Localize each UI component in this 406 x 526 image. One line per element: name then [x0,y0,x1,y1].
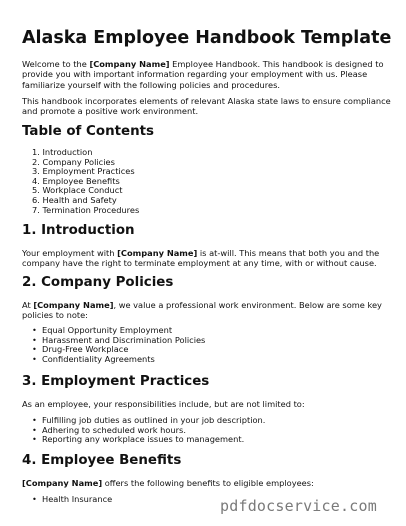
list-item: • Adhering to scheduled work hours. [32,426,265,436]
list-item: • Drug-Free Workplace [32,345,205,355]
benefits-list [32,495,112,505]
text: Your employment with [22,248,118,258]
watermark: pdfdocservice.com [220,497,377,515]
company-name-placeholder: [Company Name] [117,248,198,258]
text: Welcome to the [22,59,90,69]
section-4-heading: 4. Employee Benefits [22,453,182,468]
company-name-placeholder: [Company Name] [33,300,114,310]
section-2-paragraph [22,300,394,321]
policies-list [32,326,205,364]
list-item: • Equal Opportunity Employment [32,326,205,336]
section-3-paragraph: As an employee, your responsibilities include, but are not limited to: [22,399,305,409]
toc-item: 1. Introduction [32,147,93,157]
responsibilities-list [32,416,265,445]
intro-paragraph-2: This handbook incorporates elements of relevant Alaska state laws to ensure compliance and promote a positive work environment. [22,96,391,117]
toc-item: 7. Termination Procedures [32,204,140,215]
list-item: • Reporting any workplace issues to management. [32,435,265,445]
text: , we value a professional work environment. Below are some key policies to note: [22,300,382,321]
text: Employee Handbook. This handbook is designed to provide you with important information regarding your employment with us. Please familiarize yourself with the following policies and procedures. [22,59,384,90]
toc-item: 2. Company Policies [32,156,115,167]
list-item: • Confidentiality Agreements [32,355,205,365]
section-1-heading: 1. Introduction [22,223,135,238]
text: is at-will. This means that both you and the company have the right to terminate employment at any time, with or without cause. [22,248,380,269]
section-3-heading: 3. Employment Practices [22,374,210,389]
list-item: • Fulfilling job duties as outlined in your job description. [32,416,265,426]
toc-item: 3. Employment Practices [32,166,135,177]
section-4-paragraph [22,478,394,488]
intro-paragraph-1 [22,59,394,90]
toc-heading: Table of Contents [22,124,154,139]
section-1-paragraph [22,248,394,269]
list-item: • Health Insurance [32,495,112,505]
text: At [22,300,34,310]
section-2-heading: 2. Company Policies [22,275,174,290]
toc-item: 5. Workplace Conduct [32,185,123,196]
toc-item: 6. Health and Safety [32,194,117,205]
company-name-placeholder: [Company Name] [22,478,103,488]
company-name-placeholder: [Company Name] [89,59,170,69]
toc-list [32,148,139,215]
toc-item: 4. Employee Benefits [32,175,120,186]
text: offers the following benefits to eligible employees: [102,478,314,488]
document-title: Alaska Employee Handbook Template [22,28,392,48]
list-item: • Harassment and Discrimination Policies [32,336,205,346]
